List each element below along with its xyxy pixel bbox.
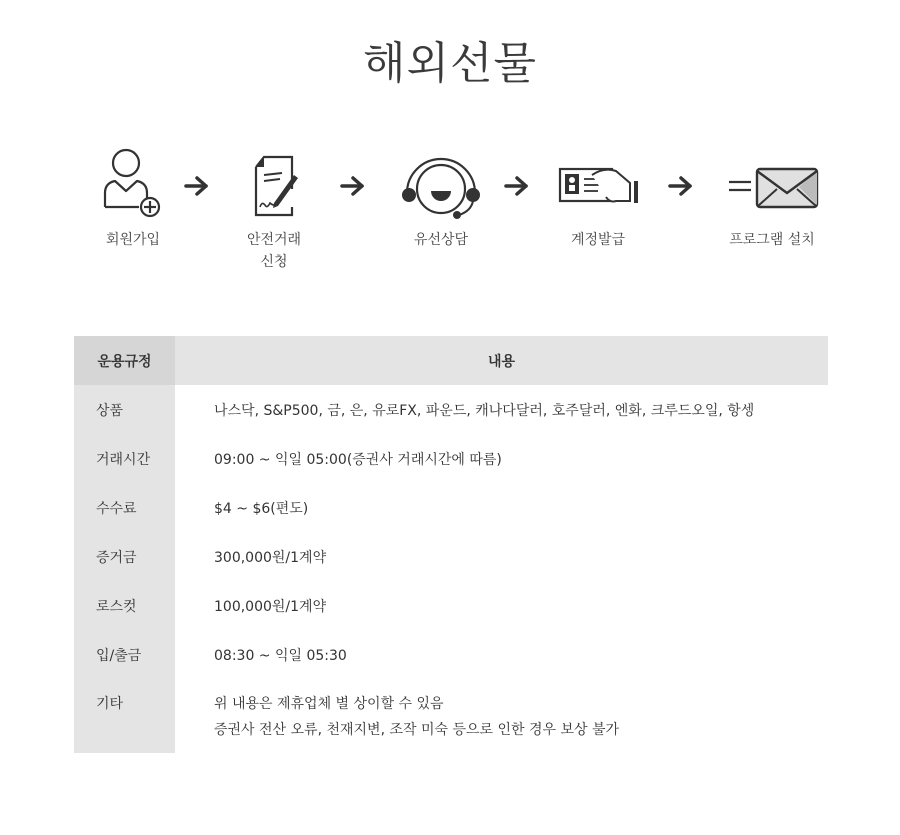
contract-sign-icon — [234, 145, 314, 225]
row-value-margin: 300,000원/1계약 — [214, 549, 327, 566]
step-signup — [63, 145, 203, 251]
row-value-fees: $4 ~ $6(편도) — [214, 500, 309, 517]
step-label: 유선상담 — [413, 232, 469, 248]
row-key-other: 기타 — [74, 679, 175, 753]
column-header-rule: 운용규정 — [74, 336, 175, 385]
row-value-products: 나스닥, S&P500, 금, 은, 유로FX, 파운드, 캐나다달러, 호주달러, 엔화, 크루드오일, 항셍 — [214, 402, 755, 419]
mail-icon — [717, 145, 827, 225]
step-safe-trade-application — [204, 145, 344, 273]
step-account-issuance — [528, 145, 668, 251]
step-phone-consultation — [371, 145, 511, 251]
table-row — [74, 434, 828, 483]
row-key-fees: 수수료 — [74, 483, 175, 532]
step-label-line2: 신청 — [260, 254, 288, 270]
step-program-install — [702, 145, 842, 251]
step-label: 프로그램 설치 — [729, 232, 815, 248]
row-value-other — [175, 679, 828, 753]
id-card-issue-icon — [548, 145, 648, 225]
row-key-trading-hours: 거래시간 — [74, 434, 175, 483]
row-value-deposit-withdrawal: 08:30 ~ 익일 05:30 — [214, 647, 347, 664]
column-header-content: 내용 — [175, 336, 828, 385]
other-note-line: 증권사 전산 오류, 천재지변, 조작 미숙 등으로 인한 경우 보상 불가 — [214, 722, 620, 738]
table-row — [74, 385, 828, 434]
row-key-losscut: 로스컷 — [74, 581, 175, 630]
row-value-losscut: 100,000원/1계약 — [214, 598, 327, 615]
row-value-trading-hours: 09:00 ~ 익일 05:00(증권사 거래시간에 따름) — [214, 451, 502, 468]
step-label: 계정발급 — [570, 232, 626, 248]
other-note-line: 위 내용은 제휴업체 별 상이할 수 있음 — [214, 696, 444, 712]
table-row — [74, 679, 828, 753]
step-label: 회원가입 — [105, 232, 161, 248]
signup-process-steps — [0, 145, 900, 285]
user-add-icon — [93, 145, 173, 225]
row-key-products: 상품 — [74, 385, 175, 434]
step-label: 안전거래 — [246, 232, 302, 248]
table-row — [74, 483, 828, 532]
table-row — [74, 630, 828, 679]
table-row — [74, 532, 828, 581]
row-key-deposit-withdrawal: 입/출금 — [74, 630, 175, 679]
headset-support-icon — [401, 145, 481, 225]
arrow-right-icon — [504, 175, 530, 197]
row-key-margin: 증거금 — [74, 532, 175, 581]
operating-rules-table — [74, 336, 828, 753]
arrow-right-icon — [340, 175, 366, 197]
page-title: 해외선물 — [362, 38, 537, 89]
table-row — [74, 581, 828, 630]
arrow-right-icon — [668, 175, 694, 197]
table-header-row — [74, 336, 828, 385]
